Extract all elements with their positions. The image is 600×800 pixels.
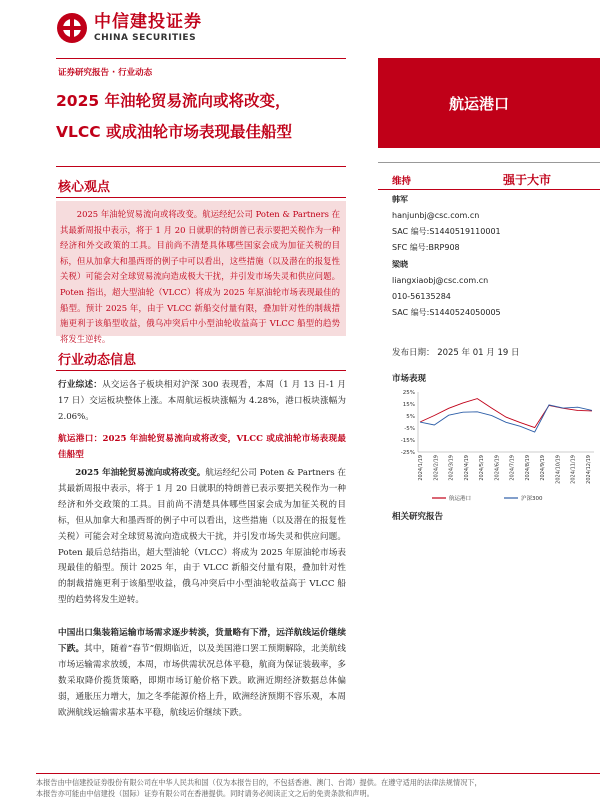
industry-summary xyxy=(58,378,346,426)
x-tick-label: 2024/10/19 xyxy=(555,455,562,484)
analyst-1-email[interactable]: hanjunbj@csc.com.cn xyxy=(392,211,480,220)
logo-name-en: CHINA SECURITIES xyxy=(94,33,197,43)
analyst-1-sfc: SFC 编号:BRP908 xyxy=(392,243,460,252)
container-paragraph xyxy=(58,626,346,721)
x-tick-label: 2024/6/19 xyxy=(494,455,501,481)
analyst-2-sac: SAC 编号:S1440524050005 xyxy=(392,308,501,317)
tanker-paragraph xyxy=(58,466,346,609)
x-tick-label: 2024/5/19 xyxy=(479,455,486,481)
sector-label: 航运港口 xyxy=(448,94,509,113)
x-tick-label: 2024/7/19 xyxy=(509,455,516,481)
x-tick-label: 2024/2/19 xyxy=(433,455,440,481)
series-line-shipping-port xyxy=(420,399,592,428)
x-tick-label: 2024/4/19 xyxy=(463,455,470,481)
disclaimer-line1: 本报告由中信建投证券股份有限公司在中华人民共和国（仅为本报告目的，不包括香港、澳门、台湾）提供。在遵守适用的法律法规情况下， xyxy=(36,778,482,787)
y-tick-label: -5% xyxy=(404,426,415,432)
sector-banner xyxy=(378,58,600,148)
title-divider xyxy=(56,166,346,167)
related-reports-heading: 相关研究报告 xyxy=(392,512,444,522)
disclaimer-line2: 本报告亦可能由中信建投（国际）证券有限公司在香港提供。同时请务必阅读正文之后的免责条款和声明。 xyxy=(36,789,374,798)
company-logo xyxy=(56,8,202,48)
legend-label: 航运港口 xyxy=(449,496,472,502)
analyst-2-email[interactable]: liangxiaobj@csc.com.cn xyxy=(392,276,489,285)
core-divider xyxy=(56,197,346,198)
market-performance-chart xyxy=(392,386,600,506)
industry-divider xyxy=(56,370,346,371)
rating-divider xyxy=(378,189,600,190)
publish-date: 发布日期： 2025 年 01 月 19 日 xyxy=(392,348,520,358)
logo-name-cn: 中信建投证券 xyxy=(94,12,202,32)
x-tick-label: 2024/3/19 xyxy=(448,455,455,481)
footer-divider xyxy=(36,773,600,774)
y-tick-label: -15% xyxy=(400,438,415,444)
chart-svg xyxy=(392,386,600,506)
tanker-text: 航运经纪公司 Poten & Partners 在其最新周报中表示，将于 1 月 20 日就职的特朗普已表示要把关税作为一种经济和外交政策的工具。目前尚不清楚具体哪些国家会成为加征关税的目标，但从加拿大和墨西哥的例子中可以看出，这些措施（以及潜在的报复性关税）可能会对全球贸易流向造成极大干扰，并引发市场失灵和供应问题。Poten 最后总结指出，超大型油轮（VLCC）将成为 2025 年原油轮市场表现最佳的船型。预计 2025 年，由于 VLCC 新船交付量有限，叠加针对性的制裁措施更利于该船型收益，俄乌冲突后中小型油轮收益高于 VLCC 船型的趋势将发生逆转。 xyxy=(58,468,346,606)
industry-heading: 行业动态信息 xyxy=(58,353,137,368)
analyst-2-phone: 010-56135284 xyxy=(392,292,451,301)
port-headline: 航运港口：2025 年油轮贸易流向或将改变，VLCC 或成油轮市场表现最佳船型 xyxy=(58,434,346,460)
report-title-line1: 2025 年油轮贸易流向或将改变， xyxy=(56,92,291,110)
analyst-1-name: 韩军 xyxy=(392,195,408,204)
container-lead: 中国出口集装箱运输市场需求逐步转淡，货量略有下滑，远洋航线运价继续下跌。 xyxy=(58,628,346,654)
core-summary-text: 2025 年油轮贸易流向或将改变。航运经纪公司 Poten & Partners 在其最新周报中表示，将于 1 月 20 日就职的特朗普已表示要把关税作为一种经济和外交政策的工具。目前尚不清楚具体哪些国家会成为加征关税的目标，但从加拿大和墨西哥的例子中可以看出，这些措施（以及潜在的报复性关税）可能会对全球贸易流向造成极大干扰，并引发市场失灵和供应问题。Poten 指出，超大型油轮（VLCC）将成为 2025 年原油轮市场表现最佳的船型。预计 2025 年，由于 VLCC 新船交付量有限，叠加针对性的制裁措施更利于该船型收益，俄乌冲突后中小型油轮收益高于 VLCC 船型的趋势将发生逆转。 xyxy=(60,209,340,344)
summary-label: 行业综述： xyxy=(58,380,103,390)
summary-text: 从交运各子板块相对沪深 300 表现看，本周（1 月 13 日-1 月 17 日）交运板块整体上涨。本周航运板块涨幅为 4.28%，港口板块涨幅为 2.06%。 xyxy=(58,380,346,422)
x-tick-label: 2024/9/19 xyxy=(540,455,547,481)
logo-mark-icon xyxy=(56,12,88,44)
analyst-1-sac: SAC 编号:S1440519110001 xyxy=(392,227,501,236)
tanker-lead: 2025 年油轮贸易流向或将改变。 xyxy=(75,468,206,478)
report-title-line2: VLCC 或成油轮市场表现最佳船型 xyxy=(56,123,293,141)
disclaimer xyxy=(36,777,600,799)
core-summary-box xyxy=(56,201,346,344)
x-tick-label: 2024/12/19 xyxy=(586,455,592,484)
x-tick-label: 2024/1/19 xyxy=(418,455,424,481)
rating-value: 强于大市 xyxy=(503,173,552,187)
analyst-2-name: 梁晓 xyxy=(392,260,408,269)
rating-top-divider xyxy=(378,162,600,163)
y-tick-label: -25% xyxy=(400,450,415,456)
container-text: 其中，随着“春节”假期临近，以及美国港口罢工预期解除，北美航线市场运输需求放缓，本周，市场供需状况总体平稳，航商为保证装载率，多数采取降价揽货策略，即期市场订舱价格下跌。欧洲近期经济数据总体偏弱，通胀压力增大，加之冬季能源价格上升，欧洲经济预期不容乐观，本周欧洲航线运输需求基本平稳，航线运价继续下跌。 xyxy=(58,643,346,718)
rating-label: 维持 xyxy=(392,176,412,187)
y-tick-label: 15% xyxy=(402,402,415,408)
x-tick-label: 2024/11/19 xyxy=(570,455,577,484)
market-heading: 市场表现 xyxy=(392,374,427,384)
y-tick-label: 5% xyxy=(406,414,415,420)
x-tick-label: 2024/8/19 xyxy=(524,455,531,481)
y-tick-label: 25% xyxy=(402,390,415,396)
report-category: 证券研究报告 · 行业动态 xyxy=(58,68,153,78)
legend-label: 沪深300 xyxy=(521,496,543,502)
core-heading: 核心观点 xyxy=(58,180,111,195)
header-divider xyxy=(56,58,346,59)
